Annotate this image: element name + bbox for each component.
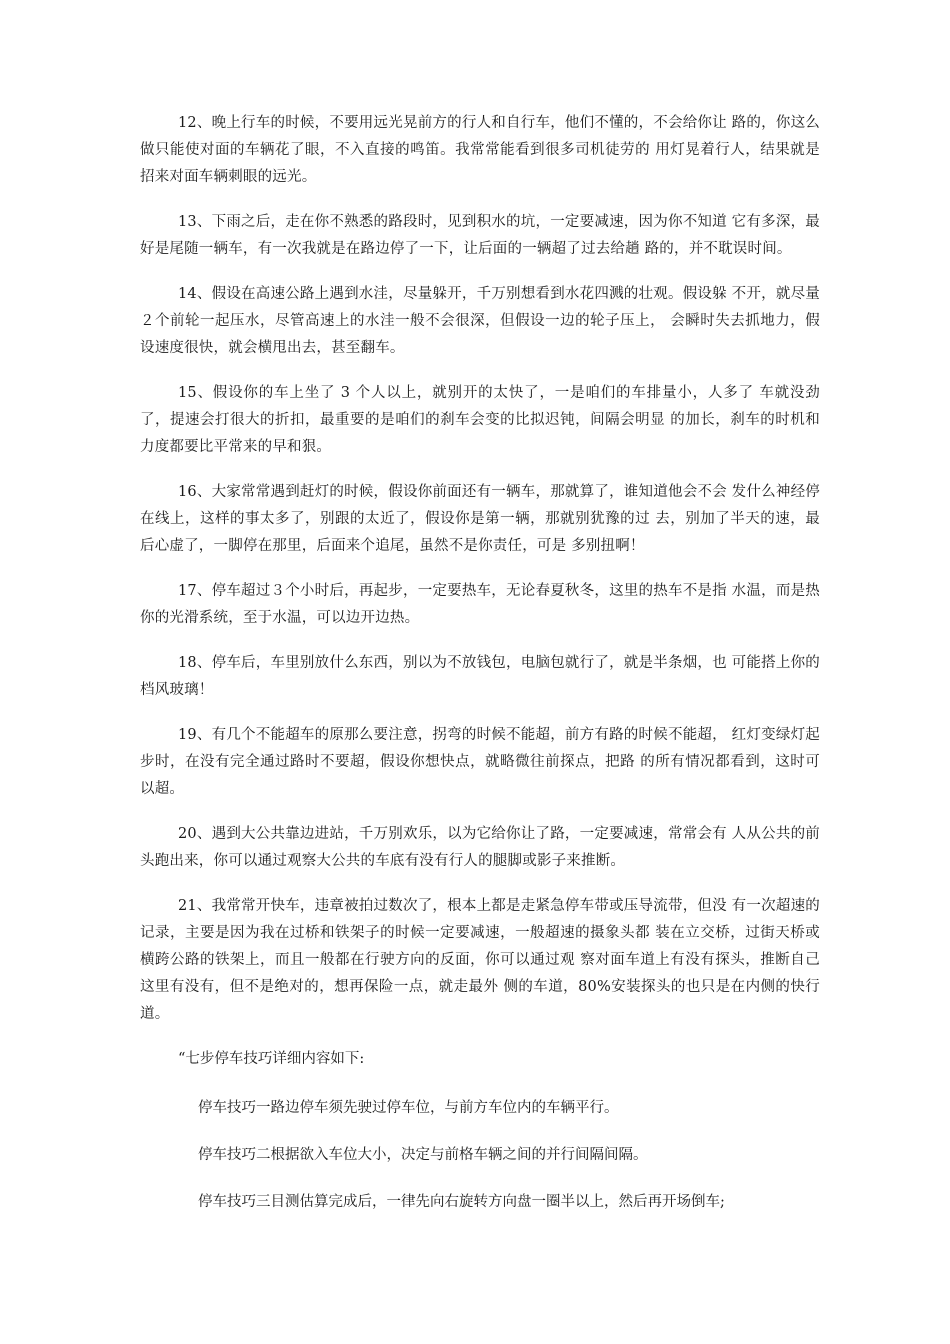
- document-page: [140, 110, 820, 1236]
- paragraph-15: 15、假设你的车上坐了 3 个人以上，就别开的太快了，一是咱们的车排量小，人多了 车就没劲了，提速会打很大的折扣，最重要的是咱们的刹车会变的比拟迟钝，间隔会明显 的加长，刹车的时机和力度都要比平常来的早和狠。: [140, 385, 820, 455]
- parking-tips-intro: “七步停车技巧详细内容如下:: [178, 1051, 365, 1067]
- paragraph-17: 17、停车超过３个小时后，再起步，一定要热车，无论春夏秋冬，这里的热车不是指 水温，而是热你的光滑系统，至于水温，可以边开边热。: [140, 583, 820, 626]
- parking-tip-2: 停车技巧二根据欲入车位大小，决定与前格车辆之间的并行间隔间隔。: [198, 1147, 648, 1163]
- paragraph-14: 14、假设在高速公路上遇到水洼，尽量躲开，千万别想看到水花四溅的壮观。假设躲 不开，就尽量２个前轮一起压水，尽管高速上的水洼一般不会很深，但假设一边的轮子压上， 会瞬时失去抓地力，假设速度很快，就会横甩出去，甚至翻车。: [140, 286, 820, 356]
- paragraph-18: 18、停车后，车里别放什么东西，别以为不放钱包，电脑包就行了，就是半条烟，也 可能搭上你的档风玻璃！: [140, 655, 820, 698]
- paragraph-16: 16、大家常常遇到赶灯的时候，假设你前面还有一辆车，那就算了，谁知道他会不会 发什么神经停在线上，这样的事太多了，别跟的太近了，假设你是第一辆，那就别犹豫的过 去，别加了半天的速，最后心虚了，一脚停在那里，后面来个追尾，虽然不是你责任，可是 多别扭啊！: [140, 484, 820, 554]
- paragraph-13: 13、下雨之后，走在你不熟悉的路段时，见到积水的坑，一定要减速，因为你不知道 它有多深，最好是尾随一辆车，有一次我就是在路边停了一下，让后面的一辆超了过去给趟 路的，并不耽误时间。: [140, 214, 820, 257]
- paragraph-12: 12、晚上行车的时候，不要用远光晃前方的行人和自行车，他们不懂的，不会给你让 路的，你这么做只能使对面的车辆花了眼，不入直接的鸣笛。我常常能看到很多司机徒劳的 用灯晃着行人，结果就是招来对面车辆刺眼的远光。: [140, 115, 820, 185]
- paragraph-20: 20、遇到大公共靠边进站，千万别欢乐，以为它给你让了路，一定要减速，常常会有 人从公共的前头跑出来，你可以通过观察大公共的车底有没有行人的腿脚或影子来推断。: [140, 826, 820, 869]
- paragraph-19: 19、有几个不能超车的原那么要注意，拐弯的时候不能超，前方有路的时候不能超， 红灯变绿灯起步时，在没有完全通过路时不要超，假设你想快点，就略微往前探点，把路 的所有情况都看到，这时可以超。: [140, 727, 820, 797]
- parking-tip-3: 停车技巧三目测估算完成后，一律先向右旋转方向盘一圈半以上，然后再开场倒车;: [198, 1194, 725, 1210]
- parking-tip-1: 停车技巧一路边停车须先驶过停车位，与前方车位内的车辆平行。: [198, 1100, 619, 1116]
- paragraph-21: 21、我常常开快车，违章被拍过数次了，根本上都是走紧急停车带或压导流带，但没 有一次超速的记录，主要是因为我在过桥和铁架子的时候一定要减速，一般超速的摄象头都 装在立交桥，过街天桥或横跨公路的铁架上，而且一般都在行驶方向的反面，你可以通过观 察对面车道上有没有探头，推断自己这里有没有，但不是绝对的，想再保险一点，就走最外 侧的车道，80%安装探头的也只是在内侧的快行道。: [140, 898, 820, 1022]
